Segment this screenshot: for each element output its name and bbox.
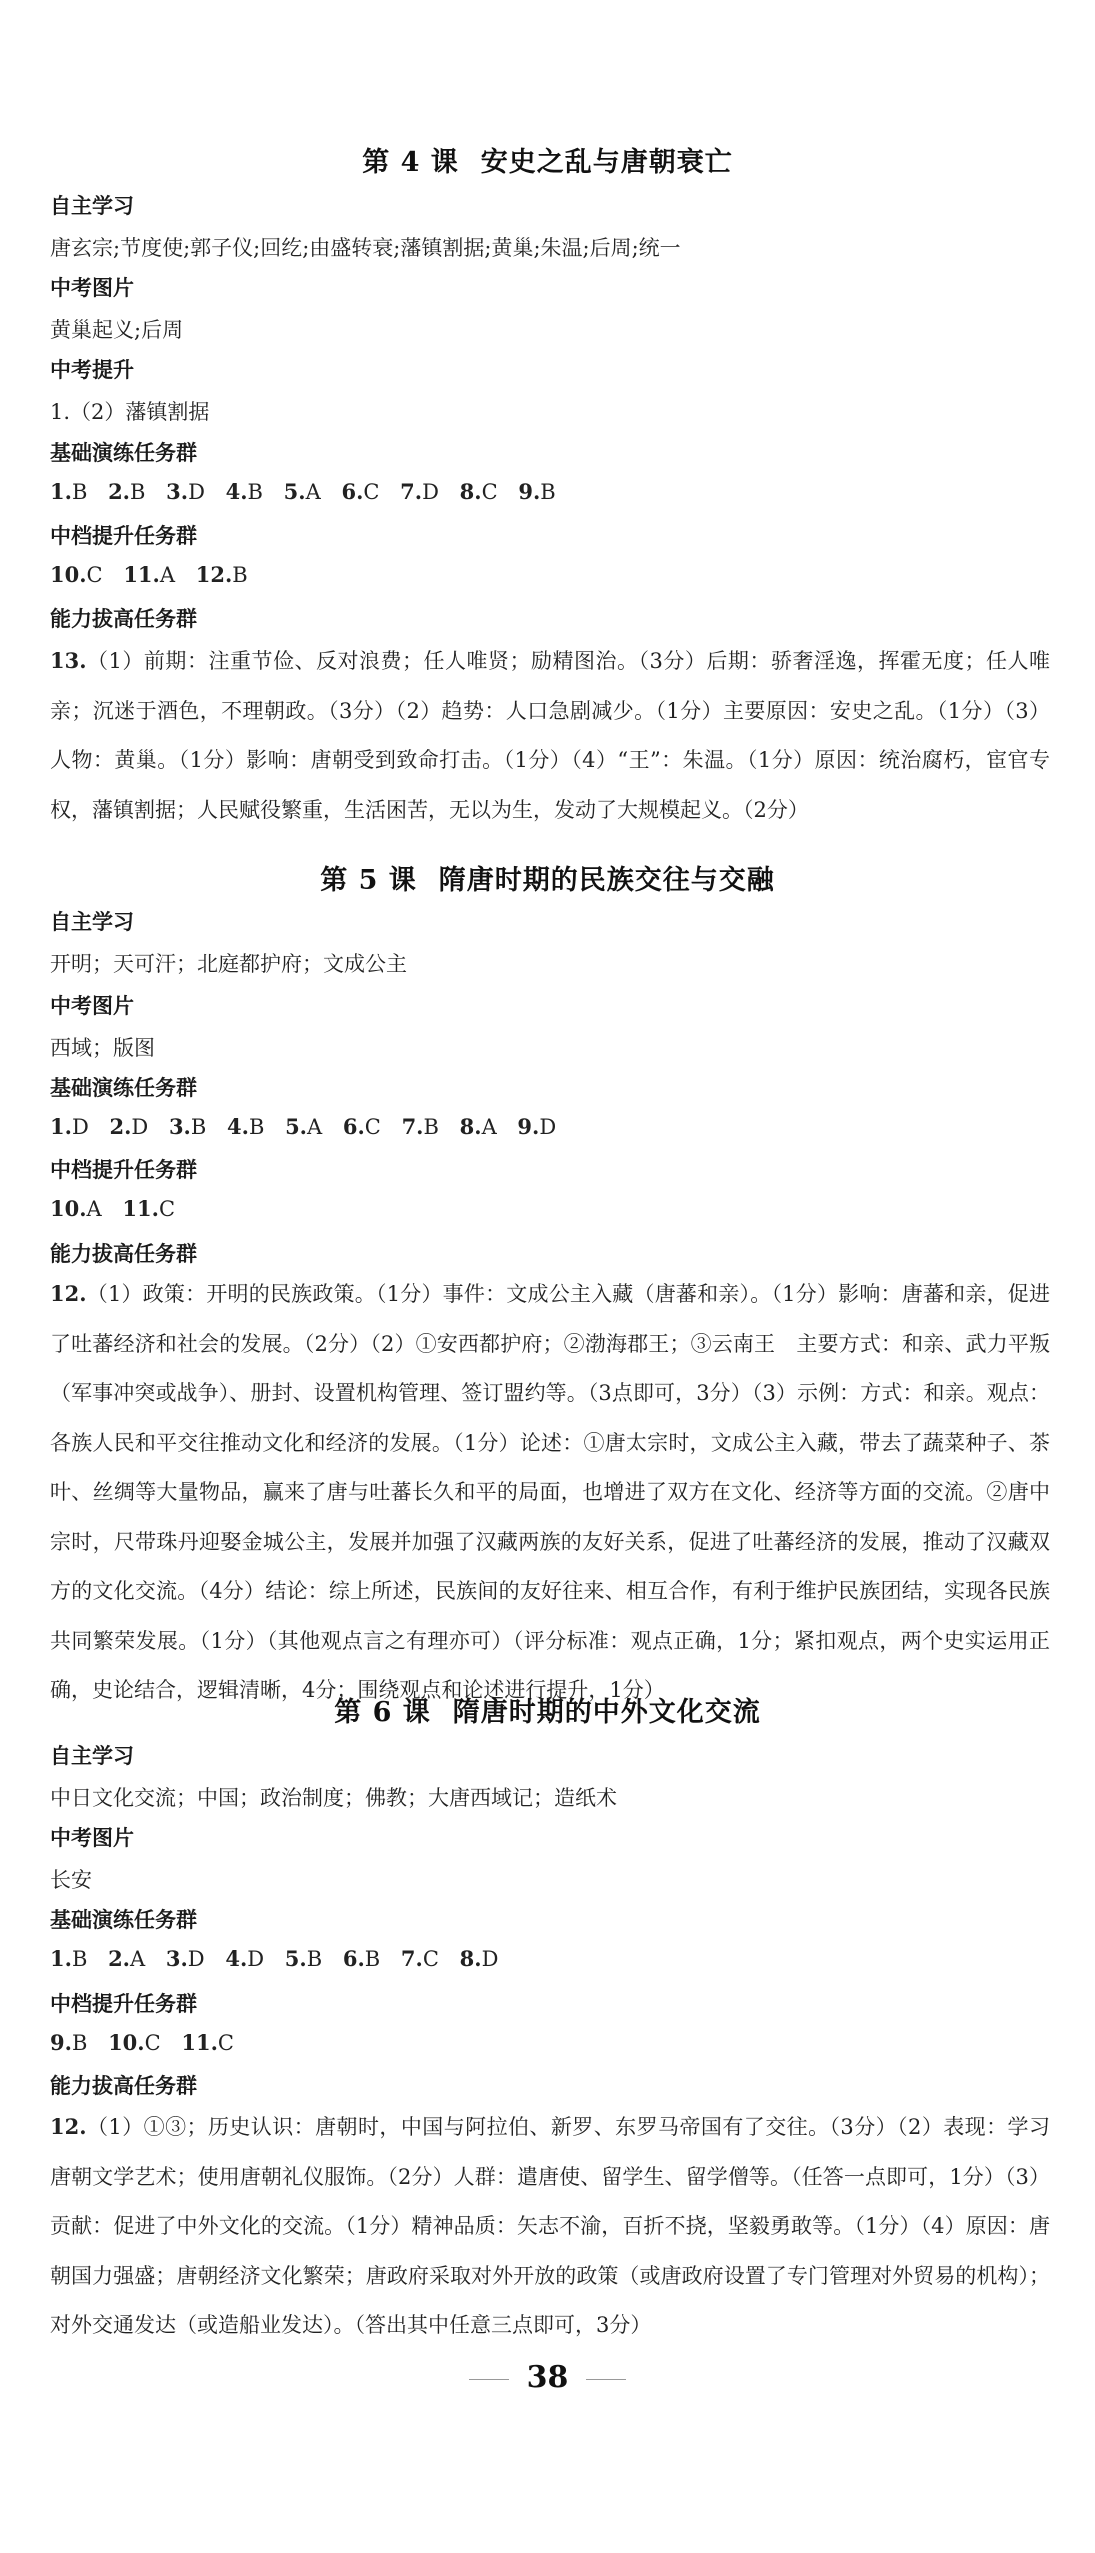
- answer-item: 7.B: [401, 1114, 439, 1139]
- answer-item: 7.D: [400, 479, 439, 504]
- answer-item: 3.D: [165, 1946, 205, 1971]
- lesson-6-advanced-heading: 能力拔高任务群: [50, 2074, 197, 2098]
- lesson-4-exam-pictures-text: 黄巢起义;后周: [50, 318, 184, 342]
- lesson-5-exam-pictures-heading: 中考图片: [50, 994, 134, 1018]
- answer-item: 5.A: [285, 1114, 323, 1139]
- lesson-6-basic-answers: [50, 1946, 512, 1971]
- lesson-4-exam-pictures-heading: 中考图片: [50, 276, 134, 300]
- answer-item: 11.C: [122, 1196, 176, 1221]
- answer-item: 5.B: [284, 1946, 323, 1971]
- lesson-6-mid-heading: 中档提升任务群: [50, 1992, 197, 2016]
- lesson-4-mid-answers: [50, 562, 262, 587]
- lesson-6-title: [0, 1690, 1095, 1729]
- lesson-4-title: [0, 140, 1095, 179]
- page-number-left-rule: [469, 2379, 509, 2380]
- answer-item: 7.C: [400, 1946, 439, 1971]
- answer-item: 11.A: [123, 562, 176, 587]
- answer-item: 3.B: [168, 1114, 207, 1139]
- lesson-5-exam-pictures-text: 西域；版图: [50, 1036, 155, 1060]
- answer-item: 10.C: [50, 562, 103, 587]
- page-number-right-rule: [586, 2379, 626, 2380]
- lesson-5-mid-answers: [50, 1196, 189, 1221]
- answer-item: 4.D: [225, 1946, 265, 1971]
- lesson-4-basic-answers: [50, 479, 570, 504]
- answer-item: 6.C: [342, 1114, 381, 1139]
- answer-item: 1.B: [50, 479, 88, 504]
- answer-item: 6.C: [341, 479, 380, 504]
- answer-item: 5.A: [283, 479, 321, 504]
- lesson-4-name: 安史之乱与唐朝衰亡: [480, 147, 733, 178]
- lesson-6-advanced-answer: 12.（1）①③；历史认识：唐朝时，中国与阿拉伯、新罗、东罗马帝国有了交往。（3分）（2）表现：学习唐朝文学艺术；使用唐朝礼仪服饰。（2分）人群：遣唐使、留学生、留学僧等。（任答一点即可，1分）（3）贡献：促进了中外文化的交流。（1分）精神品质：矢志不渝，百折不挠，坚毅勇敢等。（1分）（4）原因：唐朝国力强盛；唐朝经济文化繁荣；唐政府采取对外开放的政策（或唐政府设置了专门管理对外贸易的机构）；对外交通发达（或造船业发达）。（答出其中任意三点即可，3分）: [50, 2114, 1050, 2337]
- answer-item: 9.B: [50, 2030, 88, 2055]
- answer-item: 4.B: [227, 1114, 265, 1139]
- lesson-4-self-study-text: 唐玄宗;节度使;郭子仪;回纥;由盛转衰;藩镇割据;黄巢;朱温;后周;统一: [50, 236, 681, 260]
- answer-item: 11.C: [181, 2030, 234, 2055]
- lesson-4-self-study-heading: 自主学习: [50, 194, 134, 218]
- answer-item: 9.B: [518, 479, 556, 504]
- answer-item: 10.C: [108, 2030, 161, 2055]
- answer-item: 3.D: [166, 479, 205, 504]
- lesson-5-self-study-text: 开明；天可汗；北庭都护府；文成公主: [50, 952, 407, 976]
- lesson-5-advanced-heading: 能力拔高任务群: [50, 1242, 197, 1266]
- lesson-4-exam-improve-text: 1.（2）藩镇割据: [50, 400, 210, 424]
- answer-item: 8.A: [459, 1114, 497, 1139]
- lesson-6-exam-pictures-text: 长安: [50, 1868, 92, 1892]
- page-number-text: 38: [526, 2360, 569, 2395]
- lesson-5-mid-heading: 中档提升任务群: [50, 1158, 197, 1182]
- lesson-6-basic-heading: 基础演练任务群: [50, 1908, 197, 1932]
- page-number: [0, 2360, 1095, 2395]
- answer-item: 6.B: [342, 1946, 381, 1971]
- lesson-5-self-study-heading: 自主学习: [50, 910, 134, 934]
- answer-item: 10.A: [50, 1196, 102, 1221]
- lesson-5-advanced-answer: 12.（1）政策：开明的民族政策。（1分）事件：文成公主入藏（唐蕃和亲）。（1分）影响：唐蕃和亲，促进了吐蕃经济和社会的发展。（2分）（2）①安西都护府；②渤海郡王；③云南王 主要方式：和亲、武力平叛（军事冲突或战争）、册封、设置机构管理、签订盟约等。（3点即可，3分）（3）示例：方式：和亲。观点：各族人民和平交往推动文化和经济的发展。（1分）论述：①唐太宗时，文成公主入藏，带去了蔬菜种子、茶叶、丝绸等大量物品，赢来了唐与吐蕃长久和平的局面，也增进了双方在文化、经济等方面的交流。②唐中宗时，尺带珠丹迎娶金城公主，发展并加强了汉藏两族的友好关系，促进了吐蕃经济的发展，推动了汉藏双方的文化交流。（4分）结论：综上所述，民族间的友好往来、相互合作，有利于维护民族团结，实现各民族共同繁荣发展。（1分）（其他观点言之有理亦可）（评分标准：观点正确，1分；紧扣观点，两个史实运用正确，史论结合，逻辑清晰，4分；围绕观点和论述进行提升，1分）: [50, 1281, 1050, 1702]
- answer-item: 9.D: [517, 1114, 557, 1139]
- lesson-6-self-study-heading: 自主学习: [50, 1744, 134, 1768]
- lesson-6-number: 第 6 课: [334, 1697, 431, 1728]
- lesson-5-number: 第 5 课: [320, 865, 417, 896]
- answer-item: 1.B: [50, 1946, 88, 1971]
- lesson-5-title: [0, 858, 1095, 897]
- lesson-4-number: 第 4 课: [362, 147, 459, 178]
- lesson-5-basic-heading: 基础演练任务群: [50, 1076, 197, 1100]
- answer-item: 2.D: [109, 1114, 149, 1139]
- answer-item: 2.A: [108, 1946, 146, 1971]
- lesson-6-self-study-text: 中日文化交流；中国；政治制度；佛教；大唐西域记；造纸术: [50, 1786, 617, 1810]
- lesson-4-advanced-heading: 能力拔高任务群: [50, 607, 197, 631]
- answer-item: 8.C: [459, 479, 498, 504]
- lesson-6-exam-pictures-heading: 中考图片: [50, 1826, 134, 1850]
- answer-item: 12.B: [195, 562, 248, 587]
- lesson-6-mid-answers: [50, 2030, 248, 2055]
- answer-item: 8.D: [459, 1946, 499, 1971]
- answer-item: 4.B: [225, 479, 263, 504]
- lesson-4-basic-heading: 基础演练任务群: [50, 441, 197, 465]
- lesson-4-exam-improve-heading: 中考提升: [50, 358, 134, 382]
- lesson-4-advanced-answer: 13.（1）前期：注重节俭、反对浪费；任人唯贤；励精图治。（3分）后期：骄奢淫逸，挥霍无度；任人唯亲；沉迷于酒色，不理朝政。（3分）（2）趋势：人口急剧减少。（1分）主要原因：安史之乱。（1分）（3）人物：黄巢。（1分）影响：唐朝受到致命打击。（1分）（4）“王”：朱温。（1分）原因：统治腐朽，宦官专权，藩镇割据；人民赋役繁重，生活困苦，无以为生，发动了大规模起义。（2分）: [50, 648, 1050, 822]
- lesson-5-name: 隋唐时期的民族交往与交融: [438, 865, 775, 896]
- lesson-4-mid-heading: 中档提升任务群: [50, 524, 197, 548]
- lesson-6-name: 隋唐时期的中外文化交流: [452, 1697, 761, 1728]
- answer-item: 2.B: [108, 479, 146, 504]
- answer-item: 1.D: [50, 1114, 89, 1139]
- lesson-5-basic-answers: [50, 1114, 570, 1139]
